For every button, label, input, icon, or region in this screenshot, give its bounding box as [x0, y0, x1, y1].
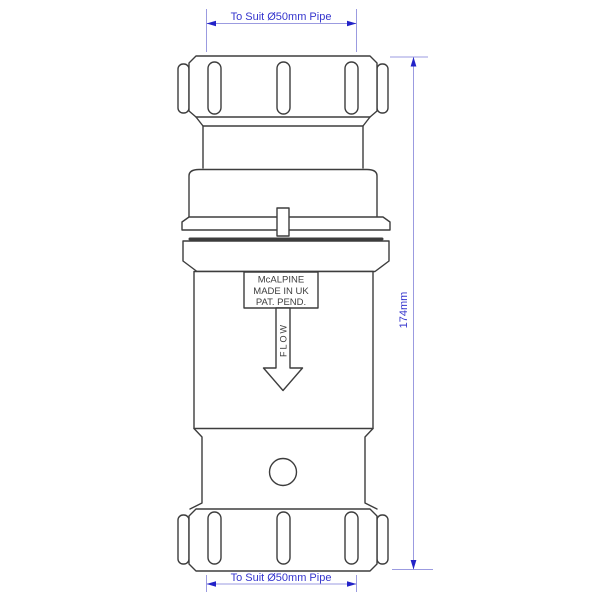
union-nut	[183, 241, 389, 272]
latch-tab	[277, 208, 289, 236]
top-nut-slot-center	[277, 62, 290, 114]
bottom-nut-slot-left	[208, 512, 221, 564]
bottom-nut-left-ear	[178, 515, 189, 564]
top-nut-slot-left	[208, 62, 221, 114]
top-nut-slot-right	[345, 62, 358, 114]
bottom-dimension-label: To Suit Ø50mm Pipe	[230, 572, 332, 584]
top-nut-right-ear	[377, 64, 388, 113]
drain-hole	[270, 459, 297, 486]
bottom-nut-slot-center	[277, 512, 290, 564]
brand-plate-line-1: McALPINE	[257, 274, 305, 286]
flow-label: FLOW	[278, 323, 289, 357]
top-nut-left-ear	[178, 64, 189, 113]
right-dimension-label: 174mm	[398, 291, 410, 329]
bottom-nut-slot-right	[345, 512, 358, 564]
brand-plate-line-2: MADE IN UK	[253, 286, 309, 297]
top-dimension-label: To Suit Ø50mm Pipe	[230, 11, 332, 23]
brand-plate-line-3: PAT. PEND.	[255, 297, 307, 308]
bottom-nut-right-ear	[377, 515, 388, 564]
